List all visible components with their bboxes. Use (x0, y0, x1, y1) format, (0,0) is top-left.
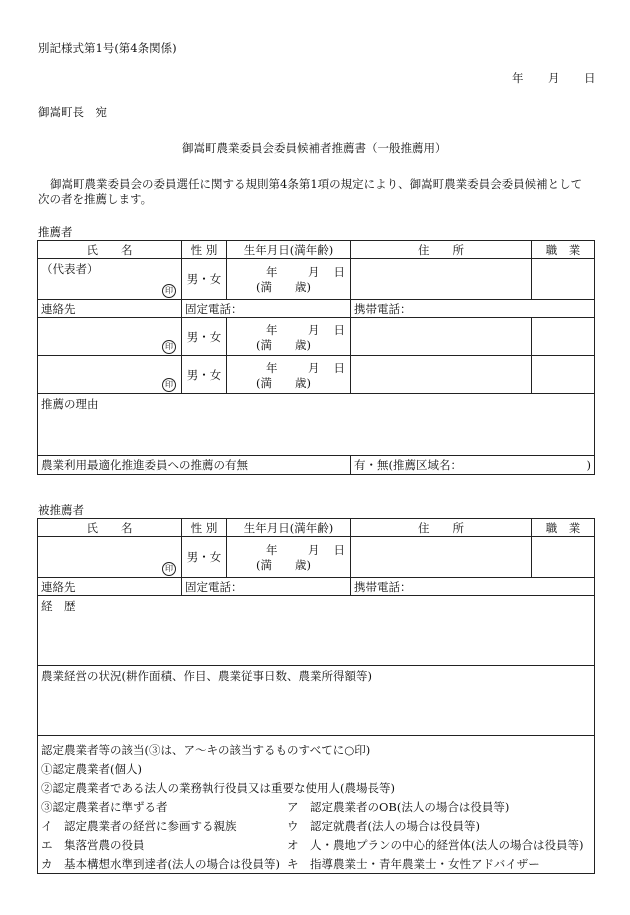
name-cell[interactable] (38, 318, 182, 356)
header-gender: 性 別 (182, 241, 227, 259)
dob-day: 日 (333, 322, 345, 337)
header-job: 職 業 (532, 519, 595, 537)
landline-field[interactable]: 固定電話： (182, 300, 351, 318)
dob-day: 日 (333, 543, 345, 557)
header-address: 住 所 (351, 519, 532, 537)
address-cell[interactable] (351, 537, 532, 578)
job-cell[interactable] (532, 356, 595, 394)
promoter-close: ) (586, 458, 591, 472)
qualification-item-a[interactable]: ア 認定農業者のOB(法人の場合は役員等) (287, 799, 510, 814)
date-year: 年 (512, 71, 524, 85)
dob-cell[interactable] (227, 537, 351, 578)
qualification-item-u[interactable]: ウ 認定就農者(法人の場合は役員等) (287, 818, 480, 833)
date-month: 月 (548, 71, 560, 85)
qualification-item-2[interactable]: ②認定農業者である法人の業務執行役員又は重要な使用人(農場長等) (41, 780, 395, 795)
dob-year: 年 (266, 543, 278, 557)
dob-month: 月 (308, 543, 320, 557)
career-label: 経 歴 (41, 599, 76, 613)
header-address: 住 所 (351, 241, 532, 259)
representative-name-cell[interactable] (38, 259, 182, 300)
dob-age: (満 歳) (256, 280, 311, 294)
address-cell[interactable] (351, 259, 532, 300)
dob-day: 日 (333, 360, 345, 375)
contact-label: 連絡先 (38, 300, 182, 318)
qualification-title: 認定農業者等の該当(③は、ア～キの該当するものすべてに○印) (41, 742, 371, 757)
dob-cell[interactable] (227, 318, 351, 356)
header-name: 氏 名 (38, 241, 182, 259)
dob-cell[interactable] (227, 356, 351, 394)
dob-cell[interactable] (227, 259, 351, 300)
gender-cell[interactable]: 男・女 (182, 318, 227, 356)
representative-label: （代表者） (41, 262, 99, 276)
farming-status-field[interactable] (38, 666, 595, 736)
date-day: 日 (584, 71, 596, 85)
nominee-section-label: 被推薦者 (38, 503, 84, 517)
mobile-field[interactable]: 携帯電話： (351, 300, 595, 318)
intro-text-line2: 次の者を推薦します。 (38, 192, 153, 206)
dob-year: 年 (266, 360, 278, 375)
qualification-item-ka[interactable]: カ 基本構想水準到達者(法人の場合は役員等) (41, 856, 280, 871)
seal-mark: 印 (162, 284, 176, 298)
dob-age: (満 歳) (256, 337, 311, 352)
career-field[interactable] (38, 596, 595, 666)
reason-label: 推薦の理由 (41, 397, 99, 411)
job-cell[interactable] (532, 537, 595, 578)
qualification-item-ki[interactable]: キ 指導農業士・青年農業士・女性アドバイザー (287, 856, 540, 871)
qualification-item-3[interactable]: ③認定農業者に準ずる者 (41, 799, 168, 814)
qualification-field[interactable] (38, 736, 595, 874)
qualification-item-o[interactable]: オ 人・農地プランの中心的経営体(法人の場合は役員等) (287, 837, 584, 852)
qualification-list (41, 740, 589, 873)
seal-mark: 印 (162, 562, 176, 576)
header-job: 職 業 (532, 241, 595, 259)
promoter-label: 農業利用最適化推進委員への推薦の有無 (38, 456, 351, 475)
gender-cell[interactable]: 男・女 (182, 537, 227, 578)
recommendation-reason-field[interactable] (38, 394, 595, 456)
name-cell[interactable] (38, 356, 182, 394)
form-label: 別記様式第1号(第4条関係) (38, 41, 177, 55)
document-title: 御嵩町農業委員会委員候補者推薦書（一般推薦用） (182, 141, 447, 155)
qualification-item-i[interactable]: イ 認定農業者の経営に参画する親族 (41, 818, 237, 833)
gender-cell[interactable]: 男・女 (182, 259, 227, 300)
dob-age: (満 歳) (256, 375, 311, 390)
dob-year: 年 (266, 322, 278, 337)
dob-year: 年 (266, 265, 278, 279)
landline-field[interactable]: 固定電話： (182, 578, 351, 596)
job-cell[interactable] (532, 259, 595, 300)
promoter-field[interactable] (351, 456, 595, 475)
qualification-item-e[interactable]: エ 集落営農の役員 (41, 837, 145, 852)
dob-month: 月 (308, 265, 320, 279)
nominee-table (37, 518, 595, 874)
header-name: 氏 名 (38, 519, 182, 537)
recommender-table (37, 240, 595, 475)
contact-label: 連絡先 (38, 578, 182, 596)
address-cell[interactable] (351, 356, 532, 394)
seal-mark: 印 (162, 378, 176, 392)
qualification-item-1[interactable]: ①認定農業者(個人) (41, 761, 142, 776)
dob-day: 日 (333, 265, 345, 279)
job-cell[interactable] (532, 318, 595, 356)
seal-mark: 印 (162, 340, 176, 354)
header-dob: 生年月日(満年齢) (227, 241, 351, 259)
dob-age: (満 歳) (256, 558, 311, 572)
gender-cell[interactable]: 男・女 (182, 356, 227, 394)
intro-text-line1: 御嵩町農業委員会の委員選任に関する規則第4条第1項の規定により、御嵩町農業委員会委員候補として (50, 177, 583, 191)
promoter-options: 有・無(推薦区域名： (354, 458, 462, 472)
header-dob: 生年月日(満年齢) (227, 519, 351, 537)
nominee-name-cell[interactable] (38, 537, 182, 578)
farming-status-label: 農業経営の状況(耕作面積、作目、農業従事日数、農業所得額等) (41, 669, 372, 683)
address-cell[interactable] (351, 318, 532, 356)
dob-month: 月 (308, 322, 320, 337)
mobile-field[interactable]: 携帯電話： (351, 578, 595, 596)
addressee: 御嵩町長 宛 (38, 105, 107, 119)
header-gender: 性 別 (182, 519, 227, 537)
recommender-section-label: 推薦者 (38, 225, 73, 239)
dob-month: 月 (308, 360, 320, 375)
